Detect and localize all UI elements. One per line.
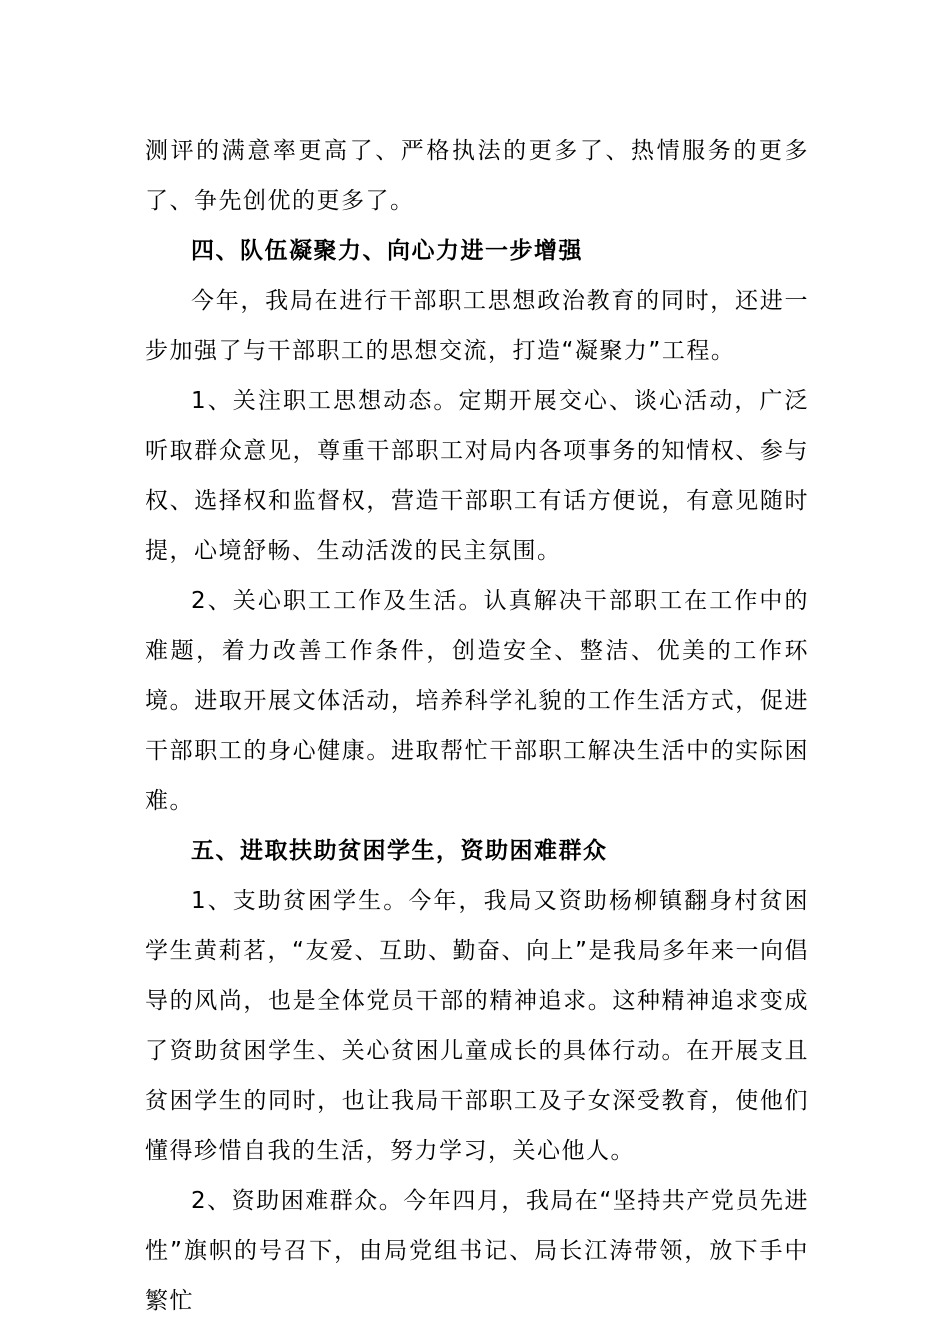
section-heading-5: 五、进取扶助贫困学生，资助困难群众 <box>191 838 608 864</box>
paragraph: 1、关注职工思想动态。定期开展交心、谈心活动，广泛听取群众意见，尊重干部职工对局内各项事务的知情权、参与权、选择权和监督权，营造干部职工有话方便说，有意见随时提，心境舒畅、生动活泼的民主氛围。 <box>145 388 809 564</box>
document-body <box>145 126 809 1326</box>
section-heading-4: 四、队伍凝聚力、向心力进一步增强 <box>191 238 583 264</box>
paragraph: 2、关心职工工作及生活。认真解决干部职工在工作中的难题，着力改善工作条件，创造安全、整洁、优美的工作环境。进取开展文体活动，培养科学礼貌的工作生活方式，促进干部职工的身心健康。进取帮忙干部职工解决生活中的实际困难。 <box>145 588 809 814</box>
paragraph-continuation: 测评的满意率更高了、严格执法的更多了、热情服务的更多了、争先创优的更多了。 <box>145 138 809 214</box>
paragraph: 1、支助贫困学生。今年，我局又资助杨柳镇翻身村贫困学生黄莉茗，“友爱、互助、勤奋、向上”是我局多年来一向倡导的风尚，也是全体党员干部的精神追求。这种精神追求变成了资助贫困学生、关心贫困儿童成长的具体行动。在开展支且贫困学生的同时，也让我局干部职工及子女深受教育，使他们懂得珍惜自我的生活，努力学习，关心他人。 <box>145 888 809 1164</box>
paragraph: 2、资助困难群众。今年四月，我局在“坚持共产党员先进性”旗帜的号召下，由局党组书记、局长江涛带领，放下手中繁忙 <box>145 1188 809 1314</box>
paragraph: 今年，我局在进行干部职工思想政治教育的同时，还进一步加强了与干部职工的思想交流，打造“凝聚力”工程。 <box>145 288 809 364</box>
